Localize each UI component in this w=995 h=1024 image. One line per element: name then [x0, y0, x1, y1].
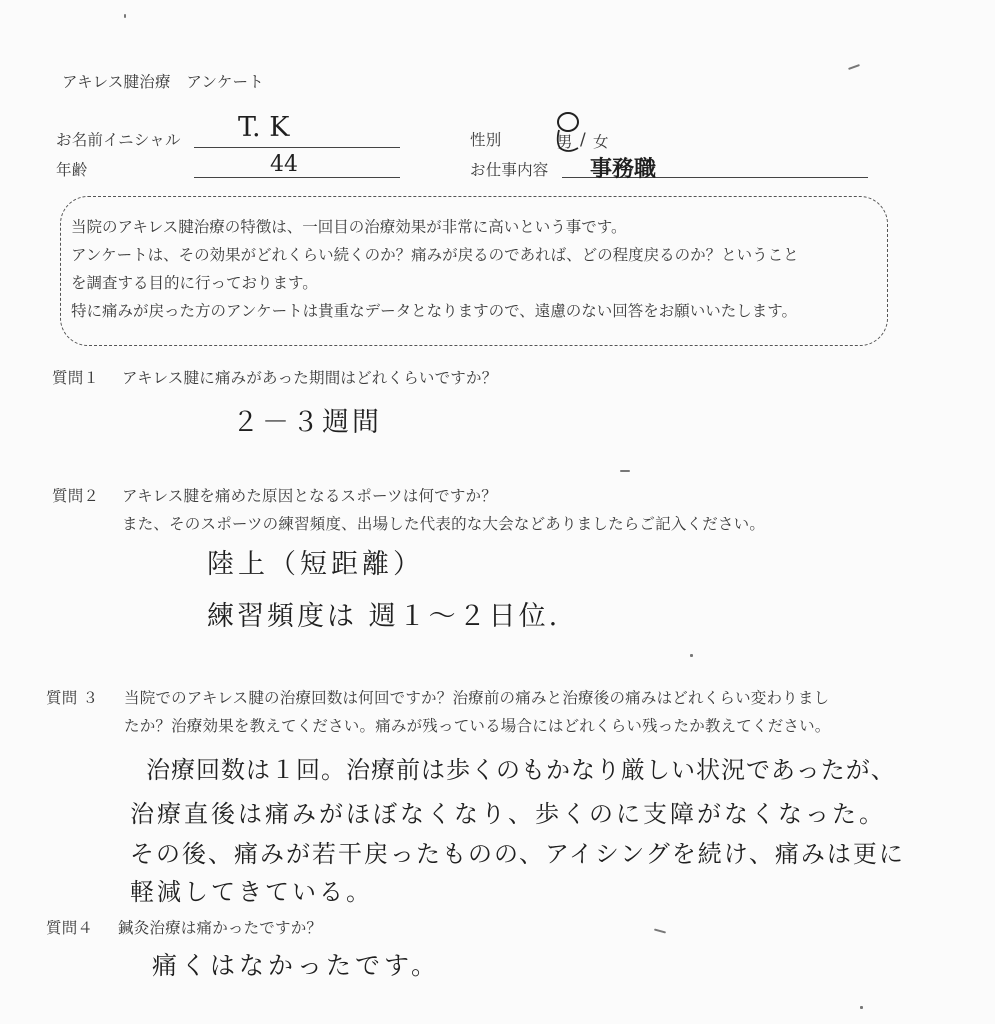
question-2-number: 質問２	[52, 487, 100, 505]
job-value[interactable]: 事務職	[590, 156, 657, 182]
question-2-text-line-2: また、そのスポーツの練習頻度、出場した代表的な大会などありましたらご記入ください。	[122, 515, 766, 533]
question-3-answer-line-2[interactable]: 治療直後は痛みがほぼなくなり、歩くのに支障がなくなった。	[130, 800, 886, 828]
age-value[interactable]: 44	[270, 152, 298, 177]
scan-speck	[848, 64, 860, 70]
question-1-answer[interactable]: ２－３週間	[232, 407, 382, 438]
gender-label: 性別	[470, 131, 502, 149]
question-3-text-line-1: 当院でのアキレス腱の治療回数は何回ですか？治療前の痛みと治療後の痛みはどれくらい変わりまし	[124, 689, 830, 707]
notice-line-3: を調査する目的に行っております。	[71, 274, 318, 292]
question-3-answer-line-3[interactable]: その後、痛みが若干戻ったものの、アイシングを続け、痛みは更に	[130, 840, 905, 868]
scan-speck	[690, 654, 693, 657]
age-underline	[194, 177, 400, 178]
notice-line-1: 当院のアキレス腱治療の特徴は、一回目の治療効果が非常に高いという事です。	[71, 218, 627, 236]
question-4-answer[interactable]: 痛くはなかったです。	[152, 951, 441, 980]
job-label: お仕事内容	[470, 161, 549, 179]
gender-selection-circle	[548, 108, 588, 156]
question-3-number: 質問 ３	[46, 689, 99, 707]
question-3-answer-line-4[interactable]: 軽減してきている。	[130, 878, 373, 906]
gender-option-male[interactable]: 男	[557, 133, 573, 151]
form-title: アキレス腱治療 アンケート	[62, 73, 264, 91]
initials-underline	[194, 147, 400, 148]
question-4-text: 鍼灸治療は痛かったですか？	[118, 919, 323, 937]
scan-speck	[124, 14, 126, 18]
scan-speck	[860, 1006, 863, 1009]
notice-line-2: アンケートは、その効果がどれくらい続くのか？痛みが戻るのであれば、どの程度戻るのか？ということ	[71, 246, 799, 264]
question-2-answer-line-2[interactable]: 練習頻度は 週１～２日位.	[207, 601, 561, 632]
notice-box	[60, 196, 888, 346]
scan-speck	[654, 928, 666, 933]
age-label: 年齢	[56, 161, 88, 179]
question-4-number: 質問４	[46, 919, 94, 937]
initials-label: お名前イニシャル	[56, 131, 181, 149]
scan-speck	[620, 470, 630, 472]
question-3-text-line-2: たか？治療効果を教えてください。痛みが残っている場合にはどれくらい残ったか教えてください。	[124, 717, 831, 735]
initials-value[interactable]: T. K	[238, 112, 290, 143]
question-3-answer-line-1[interactable]: 治療回数は１回。治療前は歩くのもかなり厳しい状況であったが、	[146, 756, 896, 784]
gender-separator: /	[580, 130, 586, 150]
gender-option-female[interactable]: 女	[593, 133, 609, 151]
question-1-number: 質問１	[52, 369, 100, 387]
question-1-text: アキレス腱に痛みがあった期間はどれくらいですか？	[122, 369, 498, 387]
question-2-answer-line-1[interactable]: 陸上（短距離）	[207, 549, 424, 580]
question-2-text-line-1: アキレス腱を痛めた原因となるスポーツは何ですか？	[122, 487, 497, 505]
notice-line-4: 特に痛みが戻った方のアンケートは貴重なデータとなりますので、遠慮のない回答をお願いいたします。	[71, 302, 798, 320]
